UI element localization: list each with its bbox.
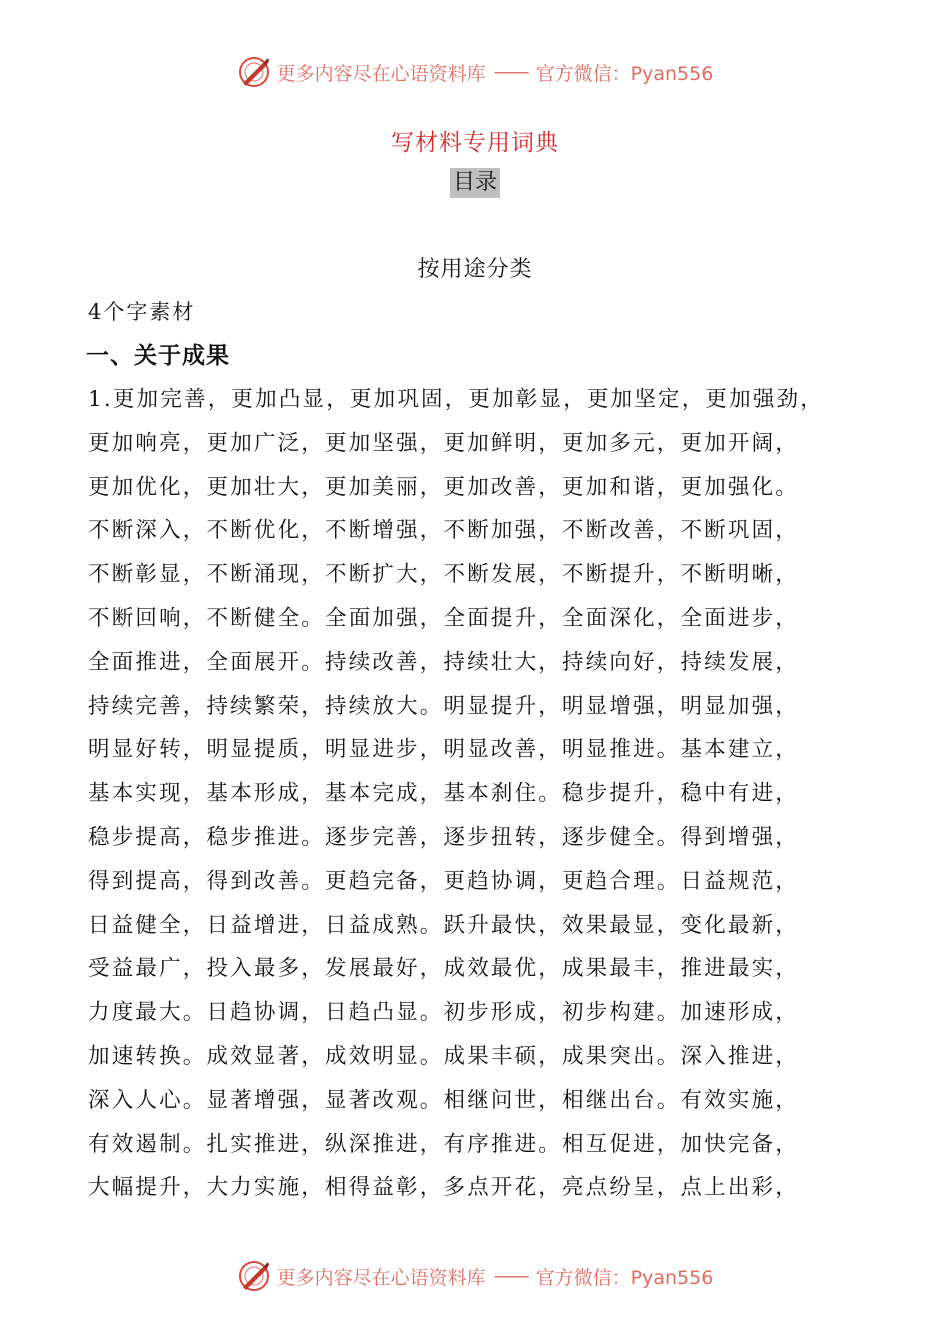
body-line: 不断深入，不断优化，不断增强，不断加强，不断改善，不断巩固， (88, 518, 800, 544)
body-line: 基本实现，基本形成，基本完成，基本刹住。稳步提升，稳中有进， (88, 781, 800, 807)
pen-seal-icon (237, 55, 271, 89)
body-line: 受益最广，投入最多，发展最好，成效最优，成果最丰，推进最实， (88, 956, 800, 982)
watermark-dash: —— (493, 61, 528, 83)
watermark-contact-text: 官方微信：Pyan556 (535, 62, 714, 85)
toc-label[interactable]: 目录 (450, 168, 500, 198)
watermark-dash: —— (493, 1265, 528, 1287)
body-line: 大幅提升，大力实施，相得益彰，多点开花，亮点纷呈，点上出彩， (88, 1175, 800, 1201)
body-line: 深入人心。显著增强，显著改观。相继问世，相继出台。有效实施， (88, 1087, 800, 1113)
body-line: 不断回响，不断健全。全面加强，全面提升，全面深化，全面进步， (88, 605, 800, 631)
body-line: 更加响亮，更加广泛，更加坚强，更加鲜明，更加多元，更加开阔， (88, 430, 800, 456)
watermark-main-text: 更多内容尽在心语资料库 (276, 62, 486, 85)
watermark-contact-text: 官方微信：Pyan556 (535, 1266, 714, 1289)
document-title: 写材料专用词典 (391, 130, 559, 156)
footer-watermark (0, 1256, 950, 1296)
watermark-main-text: 更多内容尽在心语资料库 (276, 1266, 486, 1289)
subheading: 4个字素材 (88, 300, 196, 324)
body-line: 稳步提高，稳步推进。逐步完善，逐步扭转，逐步健全。得到增强， (88, 824, 800, 850)
body-text (88, 378, 888, 1210)
body-line: 不断彰显，不断涌现，不断扩大，不断发展，不断提升，不断明晰， (88, 562, 800, 588)
body-line: 有效遏制。扎实推进，纵深推进，有序推进。相互促进，加快完备， (88, 1131, 800, 1157)
body-line: 更加优化，更加壮大，更加美丽，更加改善，更加和谐，更加强化。 (88, 474, 800, 500)
category-heading: 一、关于成果 (86, 343, 230, 369)
body-line: 持续完善，持续繁荣，持续放大。明显提升，明显增强，明显加强， (88, 693, 800, 719)
body-line: 力度最大。日趋协调，日趋凸显。初步形成，初步构建。加速形成， (88, 1000, 800, 1026)
body-line: 加速转换。成效显著，成效明显。成果丰硕，成果突出。深入推进， (88, 1043, 800, 1069)
section-heading: 按用途分类 (417, 257, 533, 282)
body-line: 全面推进，全面展开。持续改善，持续壮大，持续向好，持续发展， (88, 649, 800, 675)
body-line: 1.更加完善，更加凸显，更加巩固，更加彰显，更加坚定，更加强劲， (88, 387, 824, 412)
body-line: 明显好转，明显提质，明显进步，明显改善，明显推进。基本建立， (88, 737, 800, 763)
body-line: 得到提高，得到改善。更趋完备，更趋协调，更趋合理。日益规范， (88, 868, 800, 894)
header-watermark (0, 52, 950, 92)
toc-label-wrapper (0, 168, 950, 198)
body-line: 日益健全，日益增进，日益成熟。跃升最快，效果最显，变化最新， (88, 912, 800, 938)
pen-seal-icon (237, 1259, 271, 1293)
